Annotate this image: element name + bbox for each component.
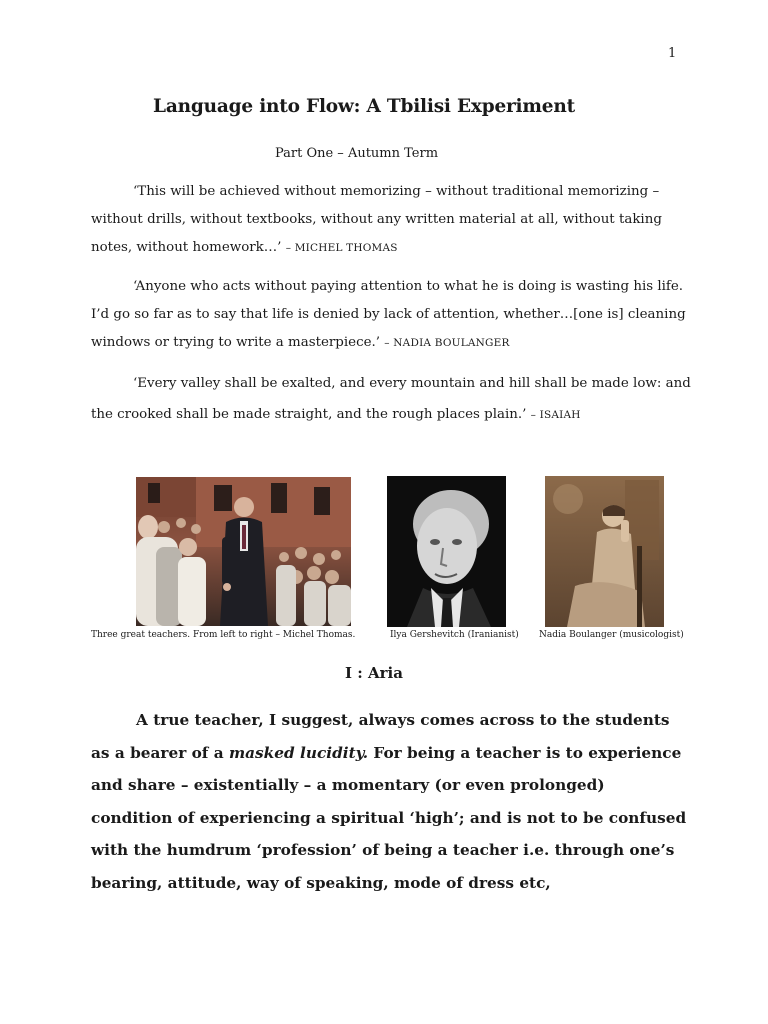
page-number: 1 [668, 46, 677, 61]
body-text-start: A true teacher, I suggest, always comes across to the students as a bearer of a [91, 711, 670, 762]
quote-nadia-boulanger [91, 273, 691, 357]
caption-middle: Ilya Gershevitch (Iranianist) [390, 630, 519, 640]
quote-text: ‘This will be achieved without memorizing – without traditional memorizing – without drills, without textbooks, without any written material at all, without taking notes, without homework…’ [91, 184, 662, 255]
emphasis-masked-lucidity: masked lucidity. [228, 743, 369, 762]
photo-ilya-gershevitch [387, 476, 506, 627]
photo-michel-thomas [136, 477, 351, 626]
quote-text: ‘Every valley shall be exalted, and every mountain and hill shall be made low: and the crooked shall be made straight, and the rough places plain.’ [91, 376, 691, 422]
section-heading: I : Aria [345, 664, 403, 682]
quote-attribution: – MICHEL THOMAS [285, 242, 398, 254]
quote-text: ‘Anyone who acts without paying attention to what he is doing is wasting his life. I’d go so far as to say that life is denied by lack of attention, whether…[one is] cleaning windows or trying to write a masterpiece.’ [91, 279, 686, 350]
body-text-end: For being a teacher is to experience and share – existentially – a momentary (or even prolonged) condition of experiencing a spiritual ‘high’; and is not to be confused with the humdrum ‘profession’ of being a teacher i.e. through one’s bearing, attitude, way of speaking, mode of dress etc, [91, 743, 687, 892]
quote-attribution: – ISAIAH [530, 409, 581, 421]
body-paragraph [91, 704, 691, 899]
document-subtitle: Part One – Autumn Term [274, 146, 439, 161]
quote-isaiah [91, 368, 691, 431]
caption-left: Three great teachers. From left to right – Michel Thomas. [91, 630, 356, 640]
photo-nadia-boulanger [545, 476, 664, 627]
quote-michel-thomas [91, 178, 691, 262]
quote-attribution: – NADIA BOULANGER [384, 337, 510, 349]
caption-right: Nadia Boulanger (musicologist) [539, 630, 684, 640]
document-title: Language into Flow: A Tbilisi Experiment [153, 96, 575, 117]
